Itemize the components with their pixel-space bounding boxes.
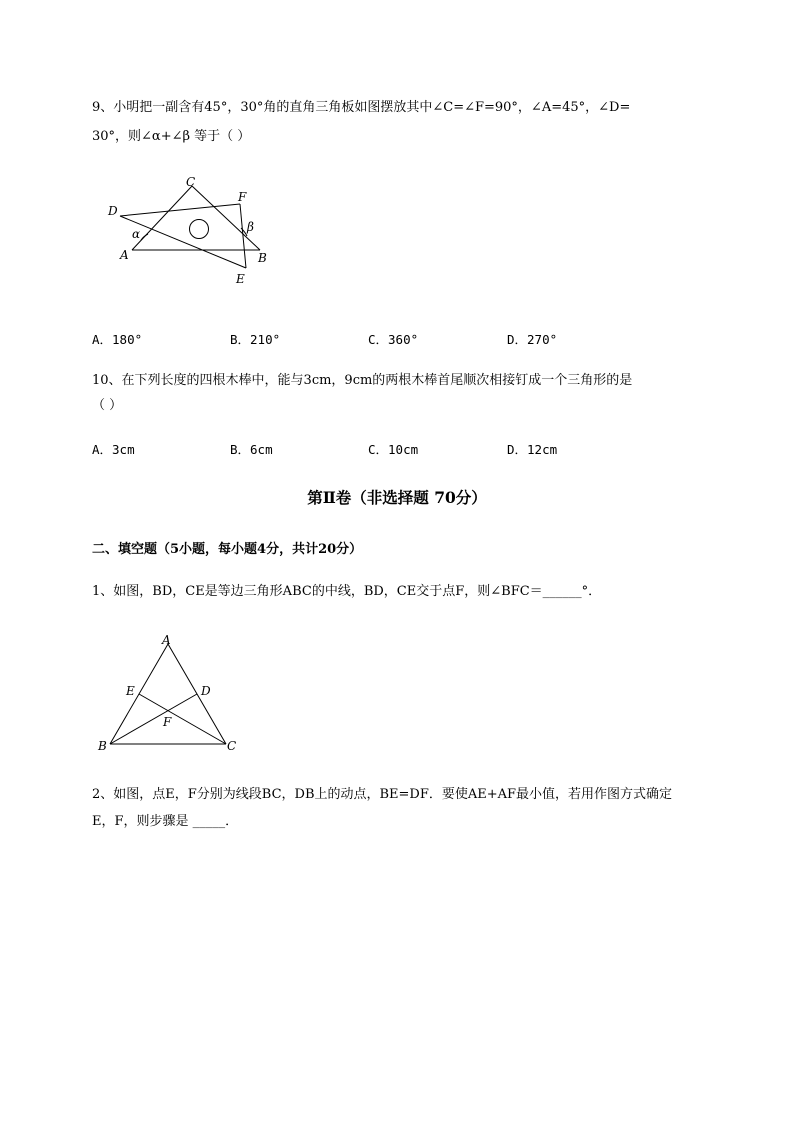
segment-bd (110, 694, 197, 744)
label-a: A (120, 248, 129, 262)
q9-option-a: A．180° (92, 332, 143, 347)
q9-figure (100, 172, 275, 287)
part2-title: 第Ⅱ卷（非选择题 70分） (307, 488, 487, 507)
q9-text-line2: 30°，则∠α+∠β 等于（ ） (92, 129, 251, 144)
label-c: C (186, 175, 196, 189)
q10-text-line2: （ ） (92, 398, 123, 413)
circle-hole (190, 220, 209, 239)
label-alpha: α (132, 227, 141, 241)
label-e: E (126, 684, 135, 698)
q10-option-d: D．12cm (507, 442, 558, 457)
q9-text-line1: 9、小明把一副含有45°，30°角的直角三角板如图摆放其中∠C=∠F=90°，∠A=45°，∠D= (92, 100, 631, 115)
q9-option-b: B．210° (230, 332, 281, 347)
label-b: B (258, 251, 267, 265)
label-d: D (108, 204, 118, 218)
f2-text-line1: 2、如图，点E，F分别为线段BC，DB上的动点，BE=DF．要使AE+AF最小值，若用作图方式确定 (92, 787, 673, 802)
f1-figure (95, 630, 245, 755)
label-e: E (236, 272, 245, 286)
q10-option-b: B．6cm (230, 442, 273, 457)
segment-ce (139, 694, 226, 744)
label-f: F (163, 715, 172, 729)
label-b: B (98, 739, 107, 753)
q9-option-c: C．360° (368, 332, 419, 347)
label-d: D (201, 684, 211, 698)
q10-text-line1: 10、在下列长度的四根木棒中，能与3cm，9cm的两根木棒首尾顺次相接钉成一个三角形的是 (92, 373, 633, 388)
segment-cb (192, 186, 260, 250)
label-f: F (238, 190, 247, 204)
label-a: A (162, 633, 171, 647)
section-fill-in-heading: 二、填空题（5小题，每小题4分，共计20分） (92, 542, 363, 557)
q10-option-c: C．10cm (368, 442, 419, 457)
q10-option-a: A．3cm (92, 442, 135, 457)
f1-text-line1: 1、如图，BD，CE是等边三角形ABC的中线，BD，CE交于点F，则∠BFC＝______°． (92, 584, 602, 599)
segment-ac (132, 186, 192, 250)
label-c: C (227, 739, 237, 753)
label-beta: β (247, 220, 254, 234)
f2-text-line2: E，F，则步骤是 _____． (92, 814, 239, 829)
q9-option-d: D．270° (507, 332, 558, 347)
